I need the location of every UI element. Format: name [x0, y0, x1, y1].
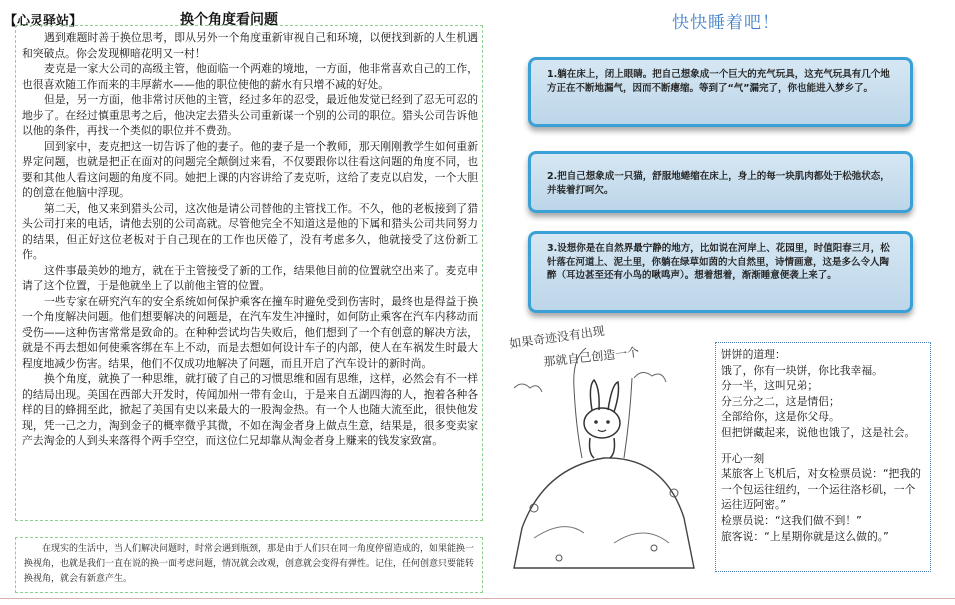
- story-paragraph: 回到家中，麦克把这一切告诉了他的妻子。他的妻子是一个教师，那天刚刚教学生如何重新界定问题，也就是把正在面对的问题完全颠倒过来看，不仅要跟你以往看这问题的角度不同，也要和其他人看这问题的角度不同。她把上课的内容讲给了麦克听，这给了麦克以启发，一个大胆的创意在他脑中浮现。: [22, 139, 478, 199]
- pancake-line: 但把饼藏起来，说他也饿了，这是社会。: [721, 425, 916, 439]
- joke-line: 某旅客上飞机后，对女检票员说：“把我的一个包运往纽约，一个运往洛杉矶，一个运往迈阿密。”: [721, 467, 921, 512]
- joke-line: 检票员说：“这我们做不到！”: [721, 513, 862, 527]
- joke-title: 开心一刻: [721, 451, 765, 465]
- story-box: [15, 25, 483, 521]
- page-bottom-rule: [0, 598, 955, 599]
- wisdom-box: [715, 342, 931, 572]
- story-paragraph: 麦克是一家大公司的高级主管，他面临一个两难的境地，一方面，他非常喜欢自己的工作，也很喜欢随工作而来的丰厚薪水——他的职位使他的薪水有只增不减的好处。: [22, 62, 478, 91]
- joke-line: 旅客说：“上星期你就是这么做的。”: [721, 529, 889, 543]
- pancake-title: 饼饼的道理：: [721, 348, 786, 361]
- story-paragraph: 但是，另一方面，他非常讨厌他的主管，经过多年的忍受，最近他发觉已经到了忍无可忍的地步了。在经过慎重思考之后，他决定去猎头公司重新谋一个别的公司的职位。猎头公司告诉他以他的条件，再找一个类似的职位并不费劲。: [22, 93, 478, 137]
- sleep-tip-card: [528, 57, 913, 127]
- summary-box: [15, 537, 483, 593]
- sleep-tip-text: 3.设想你是在自然界最宁静的地方，比如说在河岸上、花园里，时值阳春三月，松针落在河道上、泥土里，你躺在绿草如茵的大自然里，诗情画意，这是多么令人陶醉（耳边甚至还有小鸟的啾鸣声）。想着想着，渐渐睡意便袭上来了。: [547, 243, 890, 281]
- story-paragraph: 一些专家在研究汽车的安全系统如何保护乘客在撞车时避免受到伤害时，最终也是得益于换一个角度解决问题。他们想要解决的问题是，在汽车发生冲撞时，如何防止乘客在汽车内移动而受伤——这种伤害常常是致命的。在种种尝试均告失败后，他们想到了一个有创意的解决方法，就是不再去想如何使乘客绑在车上不动，而是去想如何设计车子的内部，使人在车祸发生时最大程度地减少伤害。结果，他们不仅成功地解决了问题，而且开启了汽车设计的新时尚。: [22, 294, 478, 370]
- story-paragraph: 这件事最美妙的地方，就在于主管接受了新的工作，结果他目前的位置就空出来了。麦克申请了这个位置，于是他就坐上了以前他主管的位置。: [22, 263, 478, 292]
- pancake-line: 分三分之二，这是情侣；: [721, 394, 840, 408]
- sleep-tips-title: 快快睡着吧！: [672, 13, 780, 33]
- pancake-line: 饿了，你有一块饼，你比我幸福。: [721, 363, 883, 377]
- sleep-tip-text: 1.躺在床上，闭上眼睛。把自己想象成一个巨大的充气玩具，这充气玩具有几个地方正在不断地漏气，因而不断瘪缩。等到了“气”漏完了，你也能进入梦乡了。: [547, 69, 890, 94]
- cartoon-caption-2: 那就自己创造一个: [542, 345, 640, 369]
- cartoon-caption-1: 如果奇迹没有出现: [508, 323, 606, 351]
- cartoon-illustration: [504, 318, 708, 588]
- sleep-tip-card: [528, 151, 913, 213]
- pancake-line: 全部给你，这是你父母。: [721, 410, 840, 424]
- sleep-tip-card: [528, 231, 913, 313]
- story-paragraph: 第二天，他又来到猎头公司，这次他是请公司替他的主管找工作。不久，他的老板接到了猎头公司打来的电话，请他去别的公司高就。尽管他完全不知道这是他的下属和猎头公司共同努力的结果，但正好这位老板对于自己现在的工作也厌倦了，没有考虑多久，他就接受了这份新工作。: [22, 201, 478, 261]
- story-title: 换个角度看问题: [180, 12, 278, 28]
- story-paragraph: 遇到难题时善于换位思考，即从另外一个角度重新审视自己和环境，以便找到新的人生机遇和突破点。你会发现柳暗花明又一村！: [22, 31, 478, 60]
- section-tag: 【心灵驿站】: [4, 14, 83, 29]
- summary-text: 在现实的生活中，当人们解决问题时，时常会遇到瓶颈，那是由于人们只在同一角度停留造成的，如果能换一换视角，也就是我们一直在说的换一面考虑问题，情况就会改观，创意就会变得有弹性。记住，任何创意只要能转换视角，就会有新意产生。: [24, 544, 475, 584]
- story-paragraph: 换个角度，就换了一种思维，就打破了自己的习惯思维和固有思维，这样，必然会有不一样的结局出现。美国在西部大开发时，传闻加州一带有金山，于是来自五湖四海的人，抱着各种各样的目的蜂拥至此，掀起了美国有史以来最大的一股淘金热。有一个人也随大流至此，很快他发现，凭一己之力，淘到金子的概率微乎其微，不如在淘金者身上做点生意，结果是，很多变卖家产去淘金的人到头来落得个两手空空，而这位仁兄却靠从淘金者身上赚来的钱发家致富。: [22, 372, 478, 447]
- pancake-line: 分一半，这叫兄弟；: [721, 379, 819, 393]
- sleep-tip-text: 2.把自己想象成一只猫，舒服地蜷缩在床上，身上的每一块肌肉都处于松弛状态，并装着打呵欠。: [547, 171, 890, 196]
